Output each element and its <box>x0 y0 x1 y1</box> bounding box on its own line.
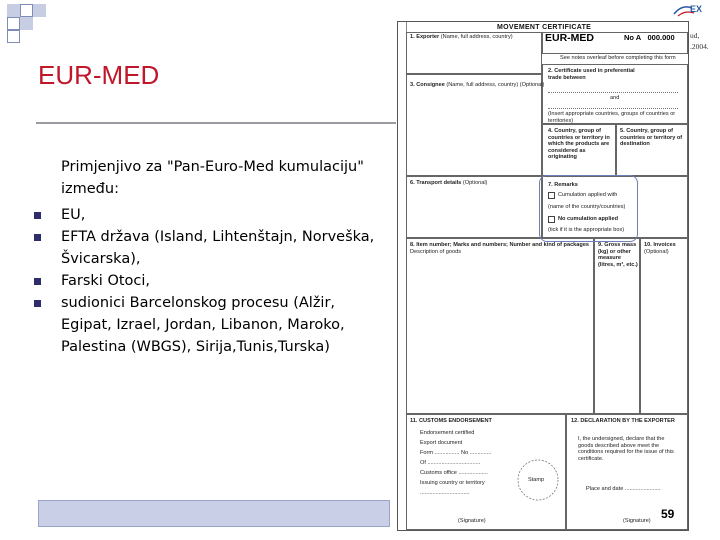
certificate-number: No A 000.000 <box>624 33 675 42</box>
box2-hint: (Insert appropriate countries, groups of countries or territories) <box>548 111 676 124</box>
signature2-label: (Signature) <box>623 518 651 524</box>
decor-square <box>33 4 46 17</box>
title-divider <box>36 122 396 124</box>
box10-label: 10. Invoices (Optional) <box>644 242 676 255</box>
bullet-item: Farski Otoci, <box>34 270 384 292</box>
box7-opt2: No cumulation applied <box>558 216 618 222</box>
bullet-item: EU, <box>34 204 384 226</box>
movement-certificate <box>397 21 689 531</box>
logo-text: EX <box>690 4 703 14</box>
box7-opt1-hint: (name of the country/countries) <box>548 204 626 210</box>
box6-label: 6. Transport details (Optional) <box>410 180 488 186</box>
certificate-heading: MOVEMENT CERTIFICATE <box>497 24 592 31</box>
box5-label: 5. Country, group of countries or territory of destination <box>620 128 683 148</box>
slide-title: EUR-MED <box>38 60 160 90</box>
bullet-icon <box>34 234 41 241</box>
decor-square <box>20 4 33 17</box>
bullet-item: EFTA država (Island, Lihtenštajn, Norveška, Švicarska), <box>34 226 384 270</box>
box-goods <box>406 238 594 414</box>
box7-opt1: Cumulation applied with <box>558 192 618 198</box>
bullet-icon <box>34 212 41 219</box>
bullet-icon <box>34 300 41 307</box>
box11-line: Customs office ................... <box>420 470 488 476</box>
box2-and: and <box>610 95 620 101</box>
box11-label: 11. CUSTOMS ENDORSEMENT <box>410 418 492 424</box>
box2-line <box>548 108 678 109</box>
stamp-label: Stamp <box>528 477 545 483</box>
remarks-highlight <box>539 175 638 242</box>
box11-line: Form ................ No .............. <box>420 450 492 456</box>
box12-label: 12. DECLARATION BY THE EXPORTER <box>571 418 675 424</box>
signature-label: (Signature) <box>458 518 486 524</box>
box2-line <box>548 92 678 93</box>
box3-label: 3. Consignee (Name, full address, country) (Optional) <box>410 82 545 88</box>
box11-line: Export document <box>420 440 463 446</box>
decor-square <box>7 4 20 17</box>
decor-square <box>7 30 20 43</box>
decor-square <box>7 17 20 30</box>
box11-line: ................................ <box>420 490 470 496</box>
box8-label: 8. Item number; Marks and numbers; Number and kind of packages Description of goods <box>410 242 590 255</box>
box-invoices <box>640 238 688 414</box>
side-note: ud, .2004. <box>690 31 709 51</box>
intro-text: Primjenjivo za "Pan-Euro-Med kumulaciju" između: <box>61 159 364 197</box>
box2-label: 2. Certificate used in preferential trade between <box>548 68 635 81</box>
box11-line: Of .................................. <box>420 460 481 466</box>
box11-line: Issuing country or territory <box>420 480 485 486</box>
see-notes: See notes overleaf before completing this form <box>560 55 676 61</box>
bullet-icon <box>34 278 41 285</box>
box-exporter-label: 1. Exporter (Name, full address, country) <box>410 34 513 40</box>
bullet-item: sudionici Barcelonskog procesu (Alžir, Egipat, Izrael, Jordan, Libanon, Maroko, Palestina (WBGS), Sirija,Tunis,Turska) <box>34 292 384 358</box>
decor-square <box>20 17 33 30</box>
box12-text: I, the undersigned, declare that the goods described above meet the conditions required for the issue of this certificate. <box>578 436 674 462</box>
place-date: Place and date ....................... <box>586 486 661 492</box>
box7-label: 7. Remarks <box>548 182 578 188</box>
box9-label: 9. Gross mass (kg) or other measure (litres, m³, etc.) <box>598 242 638 268</box>
bullet-list <box>34 204 384 358</box>
box11-line: Endorsement certified <box>420 430 475 436</box>
box-consignee <box>406 74 545 176</box>
box7-opt2-hint: (tick if it is the appropriate box) <box>548 227 625 233</box>
box4-label: 4. Country, group of countries or territory in which the products are considered as originating <box>548 128 610 161</box>
page-number: 59 <box>661 507 675 521</box>
footer-bar <box>38 500 390 527</box>
certificate-form-name: EUR-MED <box>545 32 594 44</box>
